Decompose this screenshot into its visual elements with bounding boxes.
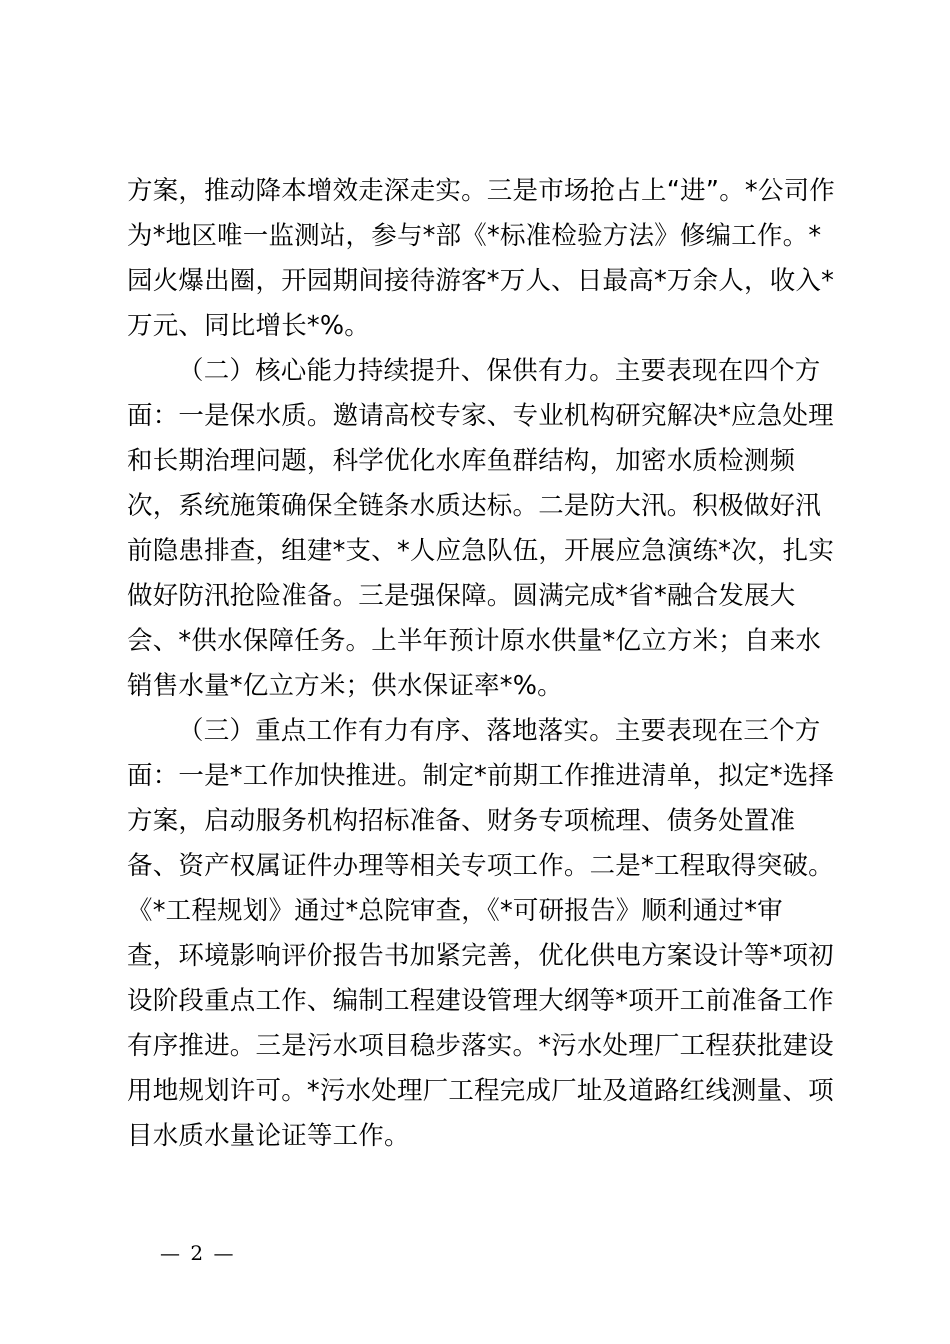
body-text-line: 前隐患排查，组建*支、*人应急队伍，开展应急演练*次，扎实 [127, 536, 835, 566]
body-text-line: 用地规划许可。*污水处理厂工程完成厂址及道路红线测量、项 [127, 1076, 834, 1106]
body-text-line: 次，系统施策确保全链条水质达标。二是防大汛。积极做好汛 [127, 491, 821, 521]
body-text-line: 备、资产权属证件办理等相关专项工作。二是*工程取得突破。 [127, 851, 834, 881]
body-text-line: 销售水量*亿立方米；供水保证率*%。 [127, 671, 563, 701]
body-text-line: 做好防汛抢险准备。三是强保障。圆满完成*省*融合发展大 [127, 581, 796, 611]
body-text-line: 查，环境影响评价报告书加紧完善，优化供电方案设计等*项初 [127, 941, 834, 971]
body-text-line: 万元、同比增长*%。 [127, 311, 370, 341]
body-text-line: 《*工程规划》通过*总院审查，《*可研报告》顺利通过*审 [127, 896, 783, 926]
body-text-line: 方案，启动服务机构招标准备、财务专项梳理、债务处置准 [127, 806, 796, 836]
body-text-line: 面：一是*工作加快推进。制定*前期工作推进清单，拟定*选择 [127, 761, 835, 791]
body-text-line: 设阶段重点工作、编制工程建设管理大纲等*项开工前准备工作 [127, 986, 834, 1016]
body-text-line: 会、*供水保障任务。上半年预计原水供量*亿立方米；自来水 [127, 626, 822, 656]
section-heading-line: （三）重点工作有力有序、落地落实。主要表现在三个方 [178, 716, 821, 746]
body-text-line: 为*地区唯一监测站，参与*部《*标准检验方法》修编工作。* [127, 221, 822, 251]
body-text-line: 园火爆出圈，开园期间接待游客*万人、日最高*万余人，收入* [127, 266, 835, 296]
body-text-line: 目水质水量论证等工作。 [127, 1121, 410, 1151]
section-heading-line: （二）核心能力持续提升、保供有力。主要表现在四个方 [178, 356, 821, 386]
page-number: — 2 — [160, 1241, 236, 1265]
body-text-line: 有序推进。三是污水项目稳步落实。*污水处理厂工程获批建设 [127, 1031, 834, 1061]
body-text-line: 方案，推动降本增效走深走实。三是市场抢占上“进”。*公司作 [127, 176, 835, 206]
body-text-line: 面：一是保水质。邀请高校专家、专业机构研究解决*应急处理 [127, 401, 834, 431]
body-text-line: 和长期治理问题，科学优化水库鱼群结构，加密水质检测频 [127, 446, 796, 476]
